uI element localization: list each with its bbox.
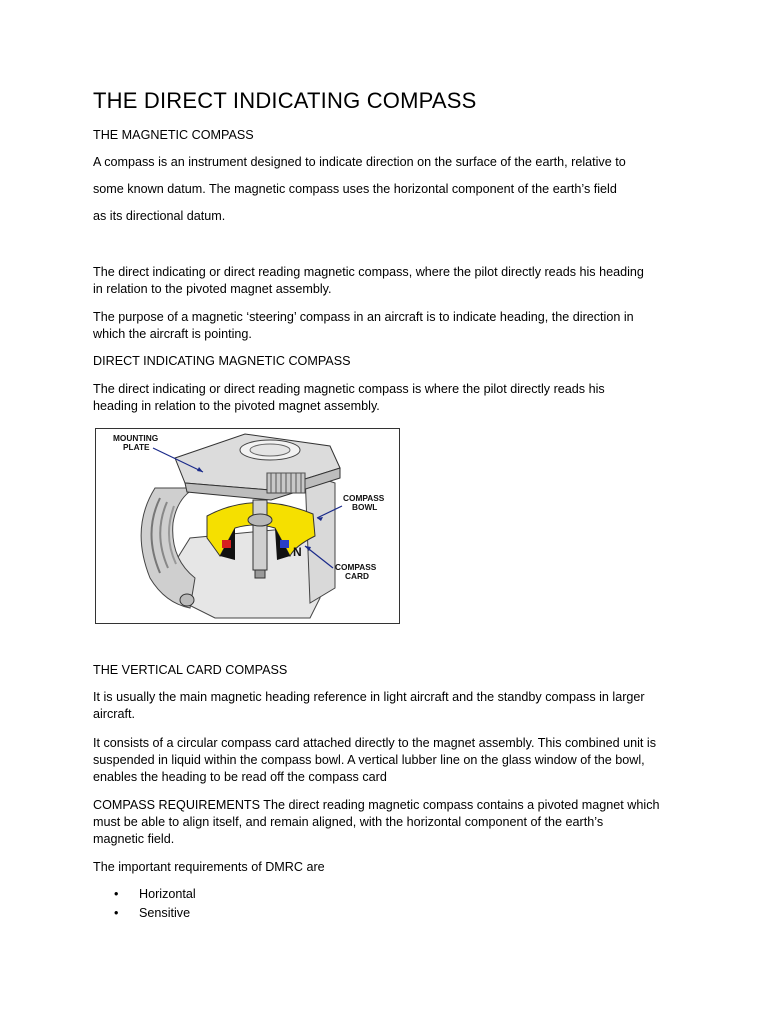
- paragraph-line: COMPASS REQUIREMENTS The direct reading magnetic compass contains a pivoted magnet which: [93, 798, 660, 812]
- paragraph-line: aircraft.: [93, 707, 135, 721]
- paragraph-line: The direct indicating or direct reading magnetic compass, where the pilot directly reads his heading: [93, 265, 644, 279]
- paragraph-line: magnetic field.: [93, 832, 175, 846]
- paragraph-line: It is usually the main magnetic heading reference in light aircraft and the standby compass in larger: [93, 690, 645, 704]
- page-title: THE DIRECT INDICATING COMPASS: [93, 88, 477, 113]
- label-mounting-plate-line1: MOUNTING: [113, 433, 159, 443]
- section-heading-magnetic-compass: THE MAGNETIC COMPASS: [93, 128, 254, 142]
- label-compass-bowl-line1: COMPASS: [343, 493, 385, 503]
- paragraph-line: The purpose of a magnetic ‘steering’ compass in an aircraft is to indicate heading, the direction in: [93, 310, 634, 324]
- paragraph-line: The important requirements of DMRC are: [93, 860, 325, 874]
- compass-diagram: [95, 428, 400, 624]
- label-compass-bowl-line2: BOWL: [352, 502, 378, 512]
- paragraph-line: must be able to align itself, and remain aligned, with the horizontal component of the earth’s: [93, 815, 604, 829]
- card-letter-n: N: [293, 545, 302, 559]
- section-heading-vertical-card: THE VERTICAL CARD COMPASS: [93, 663, 288, 677]
- label-mounting-plate-line2: PLATE: [123, 442, 150, 452]
- paragraph-line: enables the heading to be read off the compass card: [93, 770, 387, 784]
- label-compass-card-line1: COMPASS: [335, 562, 377, 572]
- paragraph-line: The direct indicating or direct reading magnetic compass is where the pilot directly reads his: [93, 382, 605, 396]
- paragraph-line: suspended in liquid within the compass bowl. A vertical lubber line on the glass window of the bowl,: [93, 753, 645, 767]
- paragraph-line: heading in relation to the pivoted magnet assembly.: [93, 399, 380, 413]
- section-heading-direct-indicating: DIRECT INDICATING MAGNETIC COMPASS: [93, 354, 351, 368]
- paragraph-line: in relation to the pivoted magnet assembly.: [93, 282, 332, 296]
- paragraph-line: some known datum. The magnetic compass uses the horizontal component of the earth’s field: [93, 182, 617, 196]
- bullet-marker: •: [114, 887, 119, 901]
- bullet-item: Horizontal: [139, 887, 196, 901]
- bullet-marker: •: [114, 906, 119, 920]
- paragraph-line: It consists of a circular compass card attached directly to the magnet assembly. This combined unit is: [93, 736, 657, 750]
- bullet-item: Sensitive: [139, 906, 191, 920]
- paragraph-line: which the aircraft is pointing.: [93, 327, 252, 341]
- paragraph-line: A compass is an instrument designed to indicate direction on the surface of the earth, relative to: [93, 155, 626, 169]
- paragraph-line: as its directional datum.: [93, 209, 226, 223]
- label-compass-card-line2: CARD: [345, 571, 369, 581]
